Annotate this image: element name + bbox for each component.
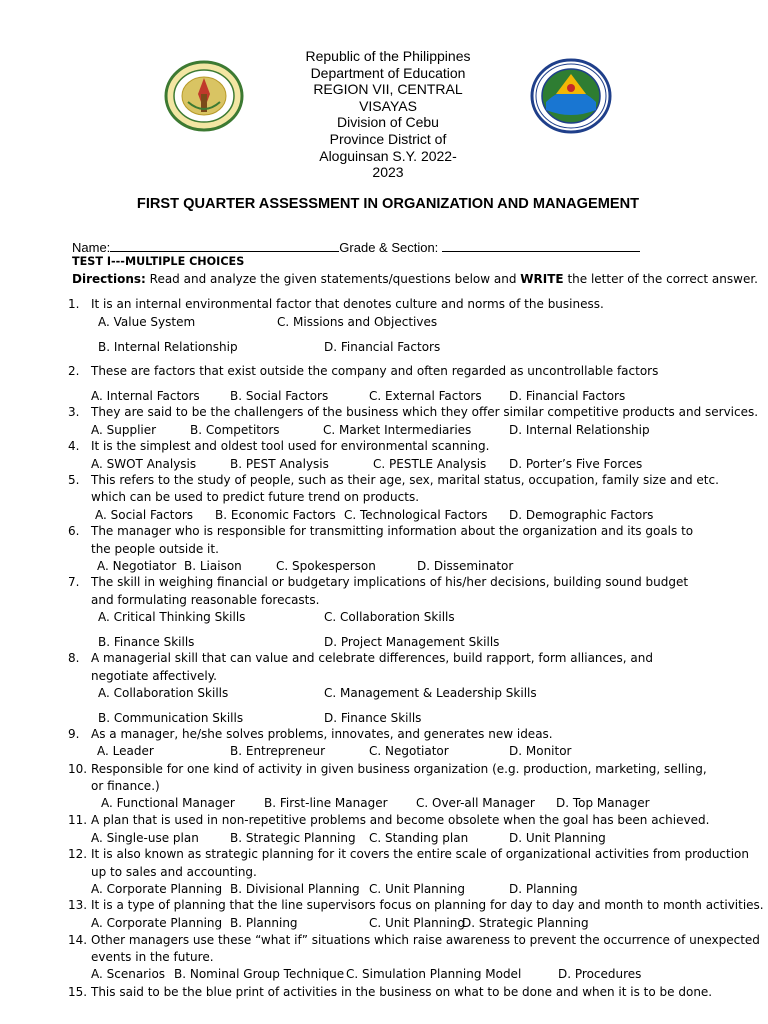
header-line: Department of Education [310,64,466,81]
question-text: This refers to the study of people, such as their age, sex, marital status, occupation, family size and etc. [91,473,719,487]
answer-choice: A. Critical Thinking Skills [98,610,246,624]
answer-choice: C. Unit Planning [369,916,465,930]
student-info-line [72,239,640,255]
question-number: 13. [68,898,88,912]
question-item [68,524,693,538]
question-item [68,762,707,776]
answer-choice: C. Spokesperson [276,559,376,573]
header-line: Province District of [329,130,447,147]
answer-choice: C. Standing plan [369,831,469,845]
test-heading: TEST I---MULTIPLE CHOICES [72,255,245,268]
answer-choice: C. Simulation Planning Model [346,967,522,981]
question-item [68,933,760,947]
answer-choice: C. Over-all Manager [416,796,535,810]
directions [72,272,758,286]
answer-choice: B. Divisional Planning [230,882,360,896]
question-number: 5. [68,473,80,487]
question-text-continued: the people outside it. [91,542,219,556]
answer-choice: D. Finance Skills [324,711,422,725]
question-item [68,651,653,665]
question-item [68,727,553,741]
answer-choice: A. Value System [98,315,196,329]
answer-choice: D. Monitor [509,744,572,758]
question-item [68,297,604,311]
answer-choice: A. Supplier [91,423,157,437]
question-text-continued: which can be used to predict future trend on products. [91,490,420,504]
question-text: A plan that is used in non-repetitive problems and become obsolete when the goal has been achieved. [91,813,710,827]
answer-choice: A. Social Factors [95,508,194,522]
question-text: It is a type of planning that the line supervisors focus on planning for day to day and month to month activities. [91,898,764,912]
answer-choice: A. Leader [97,744,154,758]
question-text-continued: or finance.) [91,779,160,793]
division-seal-logo [530,58,612,134]
answer-choice: C. Missions and Objectives [277,315,438,329]
answer-choice: C. Unit Planning [369,882,465,896]
answer-choice: C. Collaboration Skills [324,610,455,624]
answer-choice: C. Management & Leadership Skills [324,686,537,700]
question-number: 4. [68,439,80,453]
question-text-continued: up to sales and accounting. [91,865,257,879]
question-text: The manager who is responsible for transmitting information about the organization and its goals to [91,524,694,538]
answer-choice: C. Negotiator [369,744,449,758]
question-text: This said to be the blue print of activities in the business on what to be done and when it is to be done. [91,985,713,999]
question-text: It is the simplest and oldest tool used for environmental scanning. [91,439,490,453]
question-number: 3. [68,405,80,419]
answer-choice: A. Single-use plan [91,831,199,845]
name-field[interactable] [110,239,339,252]
question-text-continued: negotiate affectively. [91,669,217,683]
answer-choice: B. First-line Manager [264,796,388,810]
school-header [268,48,508,181]
answer-choice: C. External Factors [369,389,482,403]
question-text-continued: and formulating reasonable forecasts. [91,593,320,607]
answer-choice: D. Top Manager [556,796,650,810]
question-text: As a manager, he/she solves problems, innovates, and generates new ideas. [91,727,553,741]
answer-choice: B. Finance Skills [98,635,195,649]
question-number: 7. [68,575,80,589]
answer-choice: D. Strategic Planning [462,916,589,930]
question-number: 8. [68,651,80,665]
answer-choice: B. Entrepreneur [230,744,326,758]
question-item [68,439,489,453]
answer-choice: B. Economic Factors [215,508,336,522]
answer-choice: D. Unit Planning [509,831,606,845]
answer-choice: D. Financial Factors [509,389,626,403]
question-number: 2. [68,364,80,378]
answer-choice: A. SWOT Analysis [91,457,197,471]
document-title: FIRST QUARTER ASSESSMENT IN ORGANIZATION AND MANAGEMENT [136,196,640,212]
header-line: VISAYAS [359,97,417,114]
question-number: 15. [68,985,88,999]
answer-choice: A. Collaboration Skills [98,686,229,700]
question-item [68,405,758,419]
answer-choice: B. Planning [230,916,298,930]
question-item [68,813,709,827]
answer-choice: B. Liaison [184,559,242,573]
question-text: It is also known as strategic planning for it covers the entire scale of organizational activities from production [91,847,750,861]
answer-choice: B. Social Factors [230,389,329,403]
directions-emphasis: WRITE [520,272,564,286]
answer-choice: D. Procedures [558,967,642,981]
question-item [68,985,712,999]
answer-choice: D. Planning [509,882,578,896]
grade-section-field[interactable] [442,239,640,252]
question-item [68,898,764,912]
answer-choice: B. Competitors [190,423,280,437]
header-line: 2023 [372,164,404,181]
directions-label: Directions: [72,272,146,286]
header-line: REGION VII, CENTRAL [313,81,463,98]
answer-choice: C. PESTLE Analysis [373,457,487,471]
answer-choice: A. Internal Factors [91,389,200,403]
answer-choice: A. Negotiator [97,559,177,573]
question-item [68,364,658,378]
header-line: Republic of the Philippines [305,48,471,64]
answer-choice: B. PEST Analysis [230,457,329,471]
answer-choice: D. Project Management Skills [324,635,500,649]
answer-choice: B. Nominal Group Technique [174,967,345,981]
question-text: It is an internal environmental factor that denotes culture and norms of the business. [91,297,604,311]
question-number: 1. [68,297,80,311]
question-text: They are said to be the challengers of the business which they offer similar competitive products and services. [91,405,759,419]
question-text: Responsible for one kind of activity in given business organization (e.g. production, marketing, selling, [91,762,707,776]
question-text: The skill in weighing financial or budgetary implications of his/her decisions, building sound budget [91,575,689,589]
question-number: 10. [68,762,88,776]
answer-choice: B. Internal Relationship [98,340,238,354]
question-item [68,847,749,861]
answer-choice: D. Porter’s Five Forces [509,457,643,471]
question-text: Other managers use these “what if” situations which raise awareness to prevent the occurrence of unexpected [91,933,760,947]
answer-choice: B. Communication Skills [98,711,244,725]
name-label: Name: [72,240,111,255]
question-text: These are factors that exist outside the company and often regarded as uncontrollable factors [91,364,659,378]
question-number: 11. [68,813,88,827]
question-number: 14. [68,933,88,947]
grade-section-label: Grade & Section: [339,240,442,255]
header-line: Division of Cebu [337,114,439,131]
answer-choice: D. Demographic Factors [509,508,654,522]
school-seal-logo [164,60,244,132]
directions-text-a: Read and analyze the given statements/questions below and [145,272,521,286]
question-item [68,575,688,589]
answer-choice: C. Market Intermediaries [323,423,472,437]
answer-choice: A. Corporate Planning [91,916,223,930]
answer-choice: D. Disseminator [417,559,514,573]
question-number: 9. [68,727,80,741]
question-number: 6. [68,524,80,538]
answer-choice: B. Strategic Planning [230,831,356,845]
question-text-continued: events in the future. [91,950,214,964]
answer-choice: C. Technological Factors [344,508,488,522]
question-number: 12. [68,847,88,861]
answer-choice: D. Internal Relationship [509,423,650,437]
directions-text-b: the letter of the correct answer. [563,272,758,286]
question-text: A managerial skill that can value and celebrate differences, build rapport, form alliances, and [91,651,653,665]
answer-choice: D. Financial Factors [324,340,441,354]
answer-choice: A. Scenarios [91,967,166,981]
question-item [68,473,719,487]
answer-choice: A. Corporate Planning [91,882,223,896]
answer-choice: A. Functional Manager [101,796,235,810]
header-line: Aloguinsan S.Y. 2022- [319,147,457,164]
